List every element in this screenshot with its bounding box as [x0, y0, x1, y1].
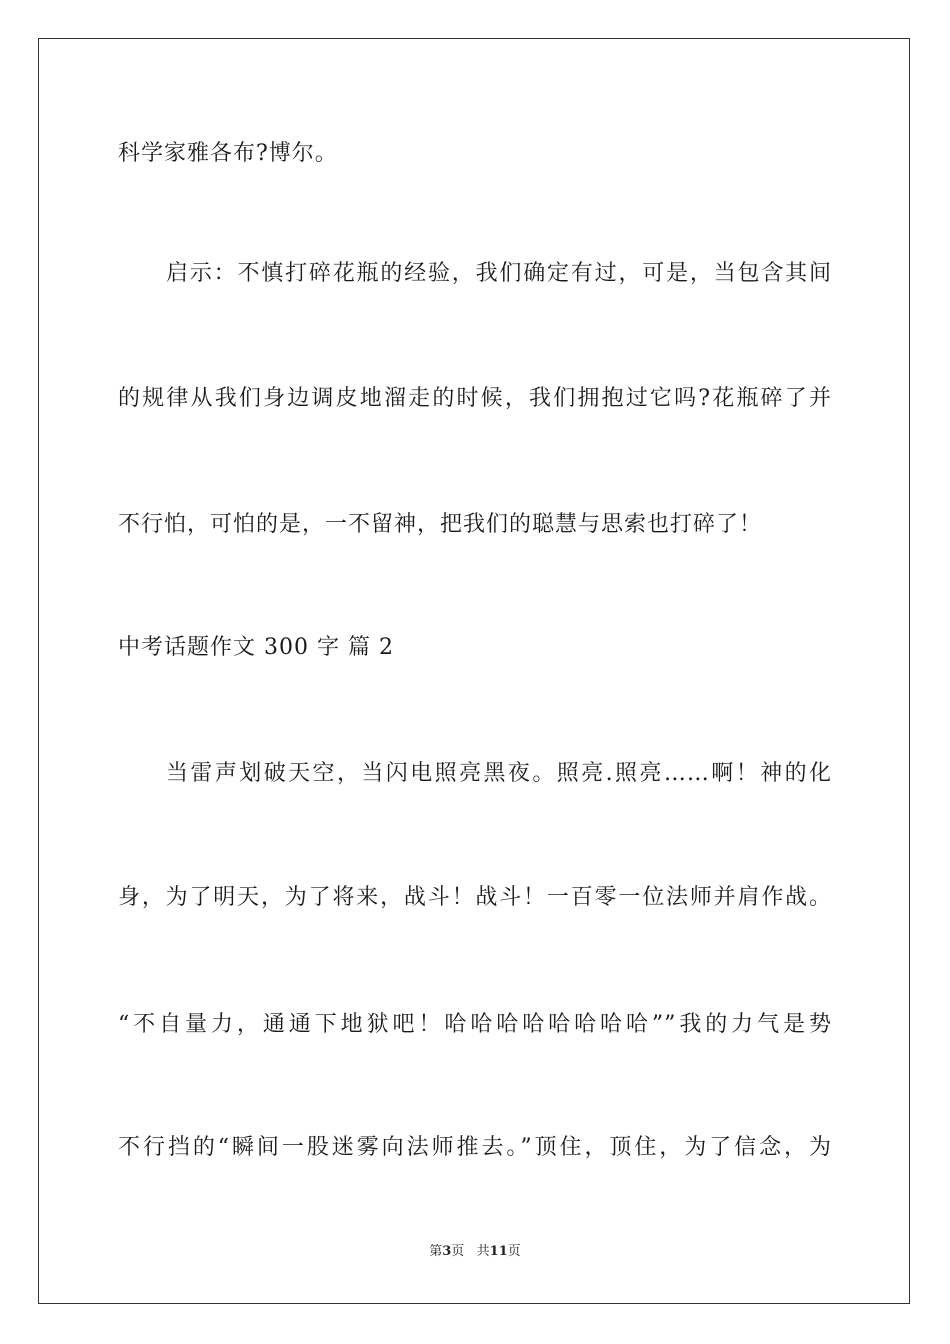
- page-border: [38, 38, 910, 1304]
- footer-prefix: 第: [429, 1244, 443, 1259]
- text-line-1: 科学家雅各布?博尔。: [118, 141, 338, 166]
- footer-mid: 页 共: [451, 1244, 490, 1259]
- text-line-9: 不行挡的“瞬间一股迷雾向法师推去。”顶住，顶住，为了信念，为: [118, 1135, 832, 1160]
- text-line-6: 当雷声划破天空，当闪电照亮黑夜。照亮.照亮……啊！神的化: [166, 761, 832, 786]
- text-line-7: 身，为了明天，为了将来，战斗！战斗！一百零一位法师并肩作战。: [118, 885, 832, 910]
- section-heading: 中考话题作文 300 字 篇 2: [118, 635, 394, 660]
- footer-total-pages: 11: [489, 1244, 508, 1259]
- text-line-2: 启示：不慎打碎花瓶的经验，我们确定有过，可是，当包含其间: [166, 261, 832, 286]
- page-footer: [0, 1244, 950, 1260]
- text-line-8: “不自量力，通通下地狱吧！哈哈哈哈哈哈哈哈””我的力气是势: [118, 1012, 832, 1037]
- text-line-4: 不行怕，可怕的是，一不留神，把我们的聪慧与思索也打碎了！: [118, 512, 763, 537]
- footer-page-number: 3: [442, 1244, 452, 1259]
- text-line-3: 的规律从我们身边调皮地溜走的时候，我们拥抱过它吗?花瓶碎了并: [118, 386, 832, 411]
- footer-suffix: 页: [507, 1244, 521, 1259]
